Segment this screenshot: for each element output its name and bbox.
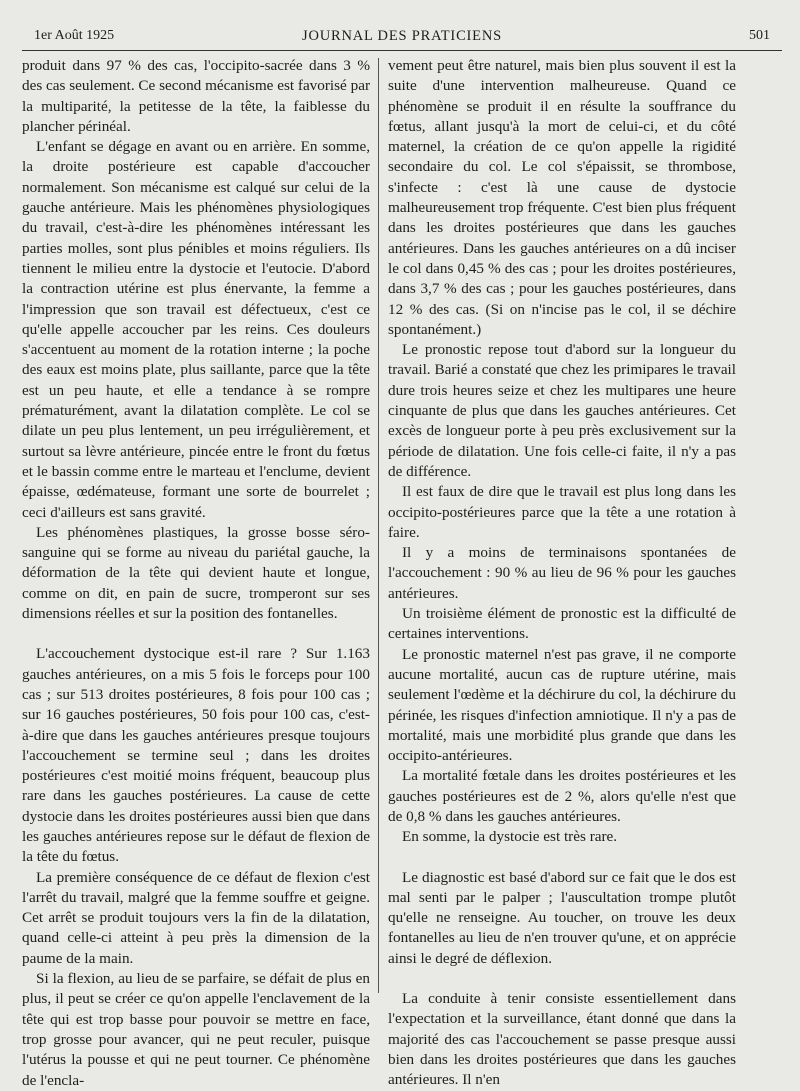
paragraph: Un troisième élément de pronostic est la difficulté de certaines interventions. <box>388 605 736 643</box>
paragraph: Le pronostic repose tout d'abord sur la longueur du travail. Barié a constaté que chez les primipares le travail dure trois heures seize et chez les multipares une heure cinquante de plus que dans les gauches antérieures. Cet excès de longueur porte à peu près exclusivement sur la période de dilatation. Une fois celle-ci faite, il n'y a pas de différence. <box>388 341 736 480</box>
right-column <box>388 56 736 1091</box>
paragraph: Le pronostic maternel n'est pas grave, il ne comporte aucune mortalité, aucun cas de rupture utérine, mais seulement l'œdème et la déchirure du col, la déchirure du périnée, les risques d'infection amniotique. Il n'y a pas de mortalité, mais une morbidité plus grande que dans les occipito-antérieures. <box>388 645 736 765</box>
paragraph: La conduite à tenir consiste essentiellement dans l'expectation et la surveillance, étant donné que dans la majorité des cas l'accouchement se passe presque aussi bien dans les droites postérieures que dans les gauches antérieures. Il n'en <box>388 990 736 1089</box>
paragraph: En somme, la dystocie est très rare. <box>402 828 618 846</box>
paragraph: La première conséquence de ce défaut de flexion c'est l'arrêt du travail, malgré que la femme souffre et geigne. Cet arrêt se produit toujours vers la fin de la dilatation, quand celle-ci atteint à peu près la dimension de la paume de la main. <box>22 868 370 967</box>
paragraph: produit dans 97 % des cas, l'occipito-sacrée dans 3 % des cas seulement. Ce second mécanisme est favorisé par la multiparité, la petitesse de la tête, la faiblesse du plancher périnéal. <box>22 57 370 135</box>
column-divider <box>378 58 379 993</box>
paragraph: L'enfant se dégage en avant ou en arrière. En somme, la droite postérieure est capable d'accoucher normalement. Son mécanisme est calqué sur celui de la gauche antérieure. Mais les phénomènes physiologiques du travail, c'est-à-dire les phénomènes intéressant les parties molles, sont plus pénibles et moins réguliers. Ils tiennent le milieu entre la dystocie et l'eutocie. D'abord la contraction utérine est plus énervante, la femme a l'impression que son travail est défectueux, c'est ce qu'elle appelle accoucher par les reins. Ces douleurs s'accentuent au moment de la rotation interne ; la poche des eaux est moins plate, plus saillante, parce que la tête est un peu haute, et elle a tendance à se rompre prématurément, avant la dilatation complète. Le col se dilate un peu plus lentement, un peu irrégulièrement, et surtout sa lèvre antérieure, pincée entre le front du fœtus et le bassin comme entre le marteau et l'enclume, devient épaisse, œdémateuse, formant une sorte de bourrelet ; ceci d'ailleurs est sans gravité. <box>22 138 370 521</box>
paragraph: Il est faux de dire que le travail est plus long dans les occipito-postérieures parce que la tête a une rotation à faire. <box>388 483 736 541</box>
paragraph: Le diagnostic est basé d'abord sur ce fait que le dos est mal senti par le palper ; l'auscultation trompe plutôt qu'elle ne renseigne. Au toucher, on trouve les deux fontanelles au lieu de n'en trouver qu'une, et on apprécie ainsi le degré de déflexion. <box>388 868 736 967</box>
issue-date: 1er Août 1925 <box>34 28 115 43</box>
paragraph: Si la flexion, au lieu de se parfaire, se défait de plus en plus, il peut se créer ce qu'on appelle l'enclavement de la tête qui est trop basse pour pouvoir se mettre en face, trop grosse pour avancer, qui ne peut reculer, puisque l'utérus la pousse et qui ne peut tourner. Ce phénomène de l'encla- <box>22 970 370 1089</box>
paragraph: vement peut être naturel, mais bien plus souvent il est la suite d'une intervention malheureuse. Quand ce phénomène se produit il en résulte la souffrance du fœtus, allant jusqu'à la mort de celui-ci, et du côté maternel, la création de ce qu'on appelle la rigidité secondaire du col. Le col s'épaissit, se thrombose, s'infecte : c'est là une cause de dystocie malheureusement trop fréquente. C'est bien plus fréquent dans les droites postérieures que dans les gauches antérieures. Dans les gauches antérieures on a dû inciser le col dans 0,45 % des cas ; pour les droites postérieures, dans 3,7 % des cas ; pour les gauches postérieures, dans 12 % des cas. (Si on n'incise pas le col, il se déchire spontanément.) <box>388 57 736 338</box>
paragraph: L'accouchement dystocique est-il rare ? Sur 1.163 gauches antérieures, on a mis 5 fois le forceps pour 100 cas ; sur 513 droites postérieures, 8 fois pour 100 cas ; sur 16 gauches postérieures, 50 fois pour 100 cas, c'est-à-dire que dans les gauches antérieures presque toujours l'accouchement se termine seul ; dans les droites postérieures c'est moitié moins fréquent, beaucoup plus rare dans les gauches postérieures. La cause de cette dystocie dans les droites postérieures aussi bien que dans les gauches antérieures repose sur le défaut de flexion de la tête du fœtus. <box>22 645 370 866</box>
left-column <box>22 56 370 1091</box>
page-header <box>22 24 782 51</box>
page-number: 501 <box>749 28 770 43</box>
paragraph: Il y a moins de terminaisons spontanées de l'accouchement : 90 % au lieu de 96 % pour les gauches antérieures. <box>388 544 736 602</box>
journal-title: JOURNAL DES PRATICIENS <box>302 28 502 44</box>
paragraph: La mortalité fœtale dans les droites postérieures et les gauches postérieures est de 2 %, alors qu'elle n'est que de 0,8 % dans les gauches antérieures. <box>388 767 736 825</box>
paragraph: Les phénomènes plastiques, la grosse bosse séro-sanguine qui se forme au niveau du pariétal gauche, la déformation de la tête qui devient haute et longue, comme on dit, en pain de sucre, tromperont sur ses dimensions réelles et sur la position des fontanelles. <box>22 523 370 623</box>
